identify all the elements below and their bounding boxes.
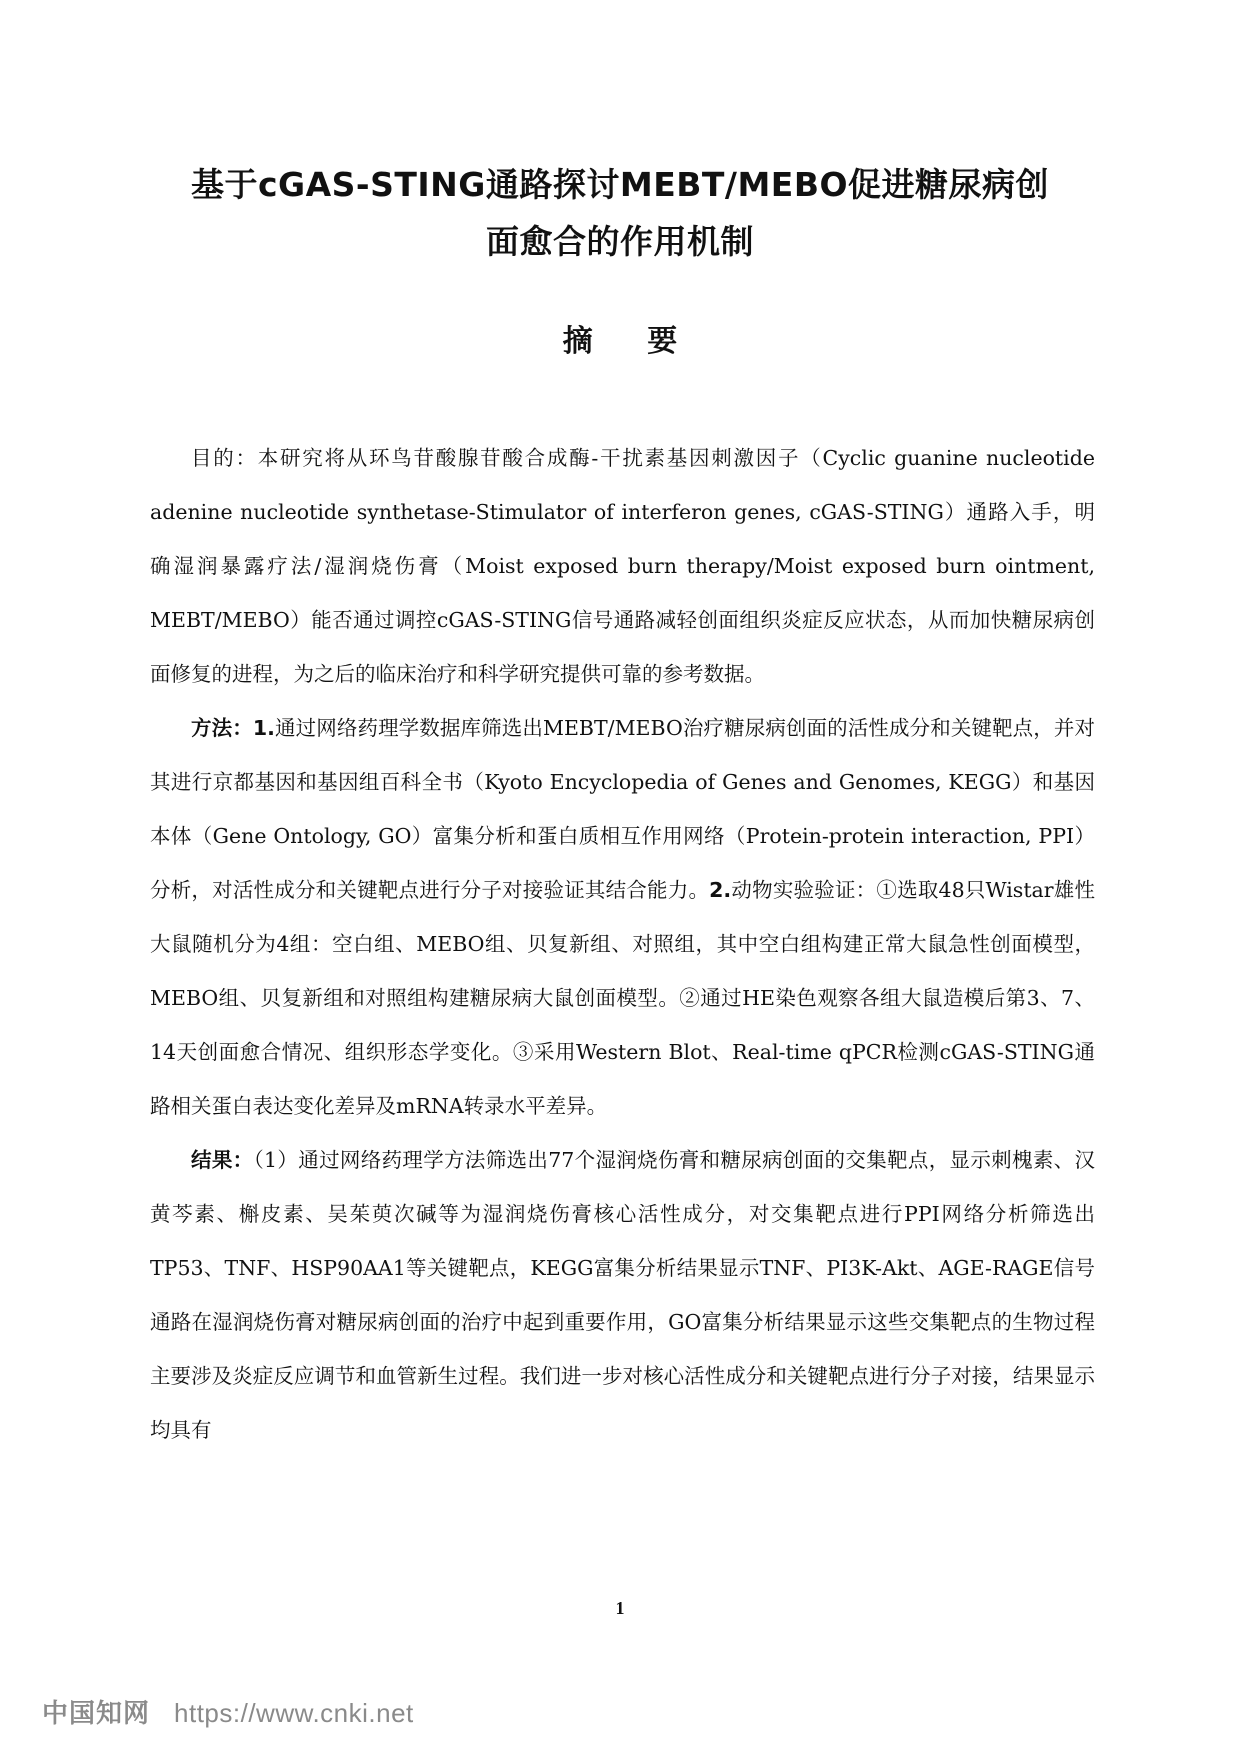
objective-text: 目的：本研究将从环鸟苷酸腺苷酸合成酶-干扰素基因刺激因子（Cyclic guanine nucleotide adenine nucleotide synthetase-Stimulator of interferon genes, cGAS-STING）通路入手，明确湿润暴露疗法/湿润烧伤膏（Moist exposed burn therapy/Moist exposed burn ointment, MEBT/MEBO）能否通过调控cGAS-STING信号通路减轻创面组织炎症反应状态，从而加快糖尿病创面修复的进程，为之后的临床治疗和科学研究提供可靠的参考数据。	[150, 446, 1095, 686]
cnki-watermark	[42, 1693, 414, 1730]
title-line-1: 基于cGAS-STING通路探讨MEBT/MEBO促进糖尿病创	[190, 165, 1050, 204]
page-number: 1	[615, 1598, 625, 1618]
methods-step-1-label: 1.	[252, 716, 275, 740]
cnki-url[interactable]: https://www.cnki.net	[174, 1698, 414, 1728]
title-line-2: 面愈合的作用机制	[486, 222, 754, 261]
abstract-heading: 摘 要	[562, 324, 700, 359]
methods-label: 方法：	[191, 716, 253, 740]
methods-step-2-label: 2.	[709, 878, 732, 902]
methods-step-1-text: 通过网络药理学数据库筛选出MEBT/MEBO治疗糖尿病创面的活性成分和关键靶点，并对其进行京都基因和基因组百科全书（Kyoto Encyclopedia of Genes and Genomes, KEGG）和基因本体（Gene Ontology, GO）富集分析和蛋白质相互作用网络（Protein-protein interaction, PPI）分析，对活性成分和关键靶点进行分子对接验证其结合能力。	[150, 716, 1096, 902]
paragraph-methods	[150, 701, 1095, 1133]
cnki-logo-text: 中国知网	[42, 1698, 151, 1728]
methods-step-2-text: 动物实验验证：①选取48只Wistar雄性大鼠随机分为4组：空白组、MEBO组、贝复新组、对照组，其中空白组构建正常大鼠急性创面模型，MEBO组、贝复新组和对照组构建糖尿病大鼠创面模型。②通过HE染色观察各组大鼠造模后第3、7、14天创面愈合情况、组织形态学变化。③采用Western Blot、Real-time qPCR检测cGAS-STING通路相关蛋白表达变化差异及mRNA转录水平差异。	[150, 878, 1095, 1118]
document-title	[120, 156, 1120, 270]
paragraph-objective	[150, 431, 1095, 701]
abstract-body	[150, 431, 1095, 1457]
paragraph-results	[150, 1133, 1095, 1457]
results-text: （1）通过网络药理学方法筛选出77个湿润烧伤膏和糖尿病创面的交集靶点，显示刺槐素、汉黄芩素、槲皮素、吴茱萸次碱等为湿润烧伤膏核心活性成分，对交集靶点进行PPI网络分析筛选出TP53、TNF、HSP90AA1等关键靶点，KEGG富集分析结果显示TNF、PI3K-Akt、AGE-RAGE信号通路在湿润烧伤膏对糖尿病创面的治疗中起到重要作用，GO富集分析结果显示这些交集靶点的生物过程主要涉及炎症反应调节和血管新生过程。我们进一步对核心活性成分和关键靶点进行分子对接，结果显示均具有	[150, 1148, 1095, 1442]
results-label: 结果：	[191, 1148, 254, 1172]
